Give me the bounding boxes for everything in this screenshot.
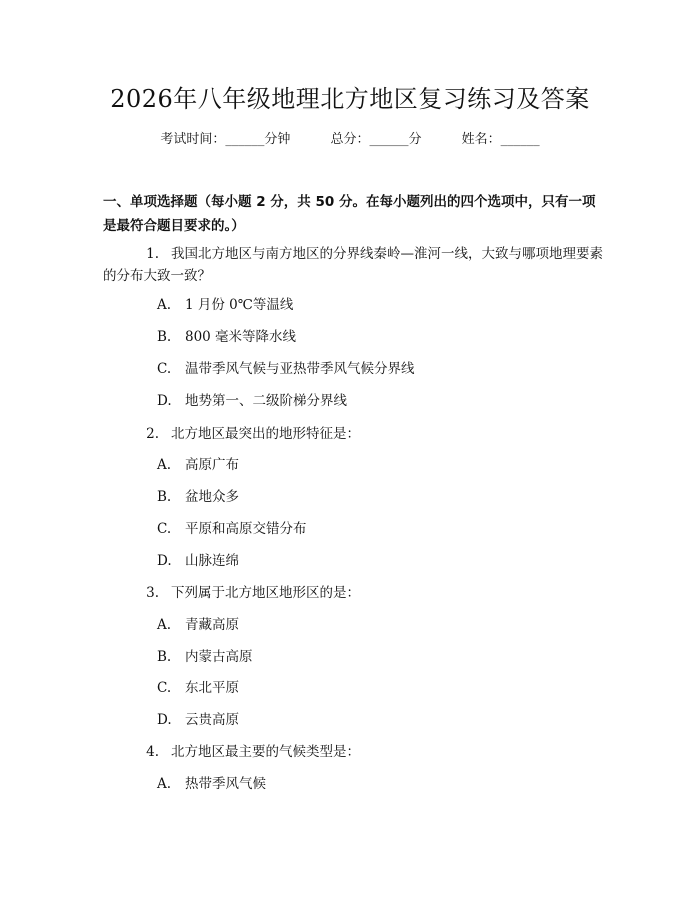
option-label: D.	[157, 553, 172, 569]
section-heading-single-choice: 一、单项选择题（每小题 2 分，共 50 分。在每小题列出的四个选项中，只有一项是最符合题目要求的。）	[103, 194, 596, 234]
option-label: A.	[157, 776, 172, 792]
option-label: C.	[157, 521, 172, 537]
option-4a	[157, 773, 266, 795]
option-3c	[157, 677, 239, 699]
option-1d	[157, 390, 347, 412]
option-1a	[157, 294, 293, 316]
option-label: B.	[157, 489, 172, 505]
question-4	[103, 741, 603, 763]
option-label: C.	[157, 680, 172, 696]
option-label: A.	[157, 457, 172, 473]
option-text: 1 月份 0℃等温线	[185, 297, 294, 313]
question-number: 4.	[146, 744, 159, 760]
option-text: 高原广布	[185, 457, 239, 473]
option-text: 青藏高原	[185, 617, 239, 633]
option-text: 地势第一、二级阶梯分界线	[185, 393, 347, 409]
option-label: B.	[157, 329, 172, 345]
question-2	[103, 423, 603, 445]
document-title: 2026年八年级地理北方地区复习练习及答案	[110, 85, 590, 113]
option-text: 东北平原	[185, 680, 239, 696]
option-2a	[157, 454, 239, 476]
option-text: 云贵高原	[185, 712, 239, 728]
option-label: D.	[157, 712, 172, 728]
student-name-field: 姓名：______	[461, 132, 540, 147]
option-text: 山脉连绵	[185, 553, 239, 569]
option-1b	[157, 326, 296, 348]
option-3d	[157, 709, 239, 731]
option-1c	[157, 358, 415, 380]
question-number: 3.	[146, 585, 159, 601]
option-text: 热带季风气候	[185, 776, 266, 792]
option-label: B.	[157, 649, 172, 665]
question-text: 我国北方地区与南方地区的分界线秦岭—淮河一线，大致与哪项地理要素的分布大致一致？	[103, 246, 603, 284]
option-text: 内蒙古高原	[185, 649, 253, 665]
question-1	[103, 243, 603, 287]
question-number: 1.	[146, 246, 159, 262]
question-text: 北方地区最突出的地形特征是：	[171, 426, 360, 442]
option-text: 平原和高原交错分布	[185, 521, 307, 537]
question-text: 下列属于北方地区地形区的是：	[171, 585, 360, 601]
option-label: D.	[157, 393, 172, 409]
option-text: 800 毫米等降水线	[185, 329, 297, 345]
option-text: 温带季风气候与亚热带季风气候分界线	[185, 361, 415, 377]
option-2c	[157, 518, 307, 540]
option-label: C.	[157, 361, 172, 377]
question-text: 北方地区最主要的气候类型是：	[171, 744, 360, 760]
option-2b	[157, 486, 239, 508]
exam-time-field: 考试时间：______分钟	[160, 132, 291, 147]
option-3b	[157, 646, 253, 668]
question-number: 2.	[146, 426, 159, 442]
option-3a	[157, 614, 239, 636]
total-score-field: 总分：______分	[330, 132, 422, 147]
option-2d	[157, 550, 239, 572]
exam-info-line	[0, 130, 700, 150]
option-text: 盆地众多	[185, 489, 239, 505]
option-label: A.	[157, 617, 172, 633]
option-label: A.	[157, 297, 172, 313]
question-3	[103, 582, 603, 604]
